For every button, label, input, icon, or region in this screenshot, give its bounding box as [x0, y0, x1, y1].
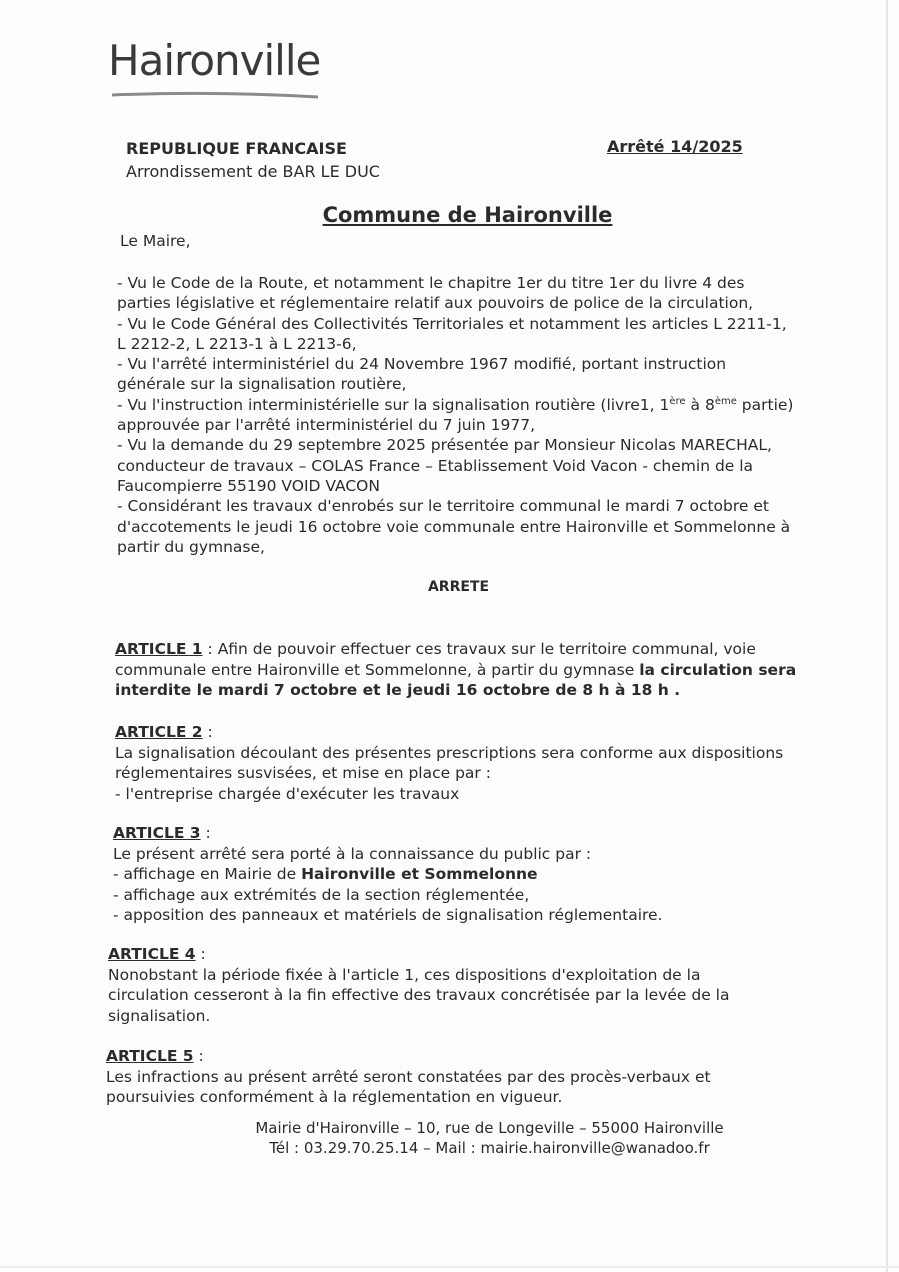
- article-5-title: ARTICLE 5: [106, 1047, 194, 1065]
- article-3-line-4: - apposition des panneaux et matériels de signalisation réglementaire.: [113, 906, 663, 924]
- article-3-line-3: - affichage aux extrémités de la section réglementée,: [113, 885, 530, 904]
- vu-arrete-1967: - Vu l'arrêté interministériel du 24 Novembre 1967 modifié, portant instruction générale sur la signalisation routière,: [117, 355, 727, 394]
- article-3-line-2-bold: Haironville et Sommelonne: [301, 865, 538, 883]
- article-2: [115, 722, 805, 804]
- article-3-title: ARTICLE 3: [113, 824, 201, 842]
- header-left: [126, 137, 380, 183]
- article-4-colon: :: [195, 945, 206, 963]
- article-5: [106, 1046, 766, 1108]
- article-1-bold-text: la circulation sera interdite le mardi 7 octobre et le jeudi 16 octobre de 8 h à 18 h .: [115, 660, 797, 699]
- page-title: Commune de Haironville: [322, 203, 613, 227]
- considerations-list: [117, 273, 797, 557]
- vu4-sup-1: ère: [669, 395, 686, 407]
- article-4-heading: [108, 944, 768, 965]
- article-3-line-2: [113, 864, 803, 885]
- scan-bottom-edge: [0, 1266, 899, 1268]
- vu4-part-a: - Vu l'instruction interministérielle sur la signalisation routière (livre1, 1: [117, 395, 670, 414]
- arrete-number: Arrêté 14/2025: [607, 137, 743, 156]
- article-2-line-1: La signalisation découlant des présentes prescriptions sera conforme aux dispositions réglementaires susvisées, et mise en place par :: [115, 743, 784, 782]
- vu-instruction-signalisation: [117, 395, 797, 436]
- article-2-line-2: - l'entreprise chargée d'exécuter les travaux: [115, 784, 460, 803]
- vu4-part-b: à 8: [685, 395, 715, 414]
- logo-text: Haironville: [108, 36, 321, 85]
- intro-maire: Le Maire,: [120, 232, 191, 250]
- article-2-title: ARTICLE 2: [115, 723, 203, 741]
- article-3-colon: :: [200, 824, 211, 842]
- vu-demande-colas: - Vu la demande du 29 septembre 2025 présentée par Monsieur Nicolas MARECHAL, conducteur de travaux – COLAS France – Etablissement Void Vacon - chemin de la Faucompierre 55190 VOID VACON: [117, 436, 772, 495]
- article-1-colon: :: [202, 640, 218, 658]
- logo: [108, 36, 321, 85]
- article-4-text: Nonobstant la période fixée à l'article 1, ces dispositions d'exploitation de la circulation cesseront à la fin effective des travaux concrétisée par la levée de la signalisation.: [108, 965, 730, 1025]
- article-1: [115, 639, 805, 701]
- article-3-line-2-text: - affichage en Mairie de: [113, 865, 302, 883]
- article-5-heading: [106, 1046, 766, 1067]
- article-3-line-1: Le présent arrêté sera porté à la connaissance du public par :: [113, 844, 592, 863]
- arrete-heading: ARRETE: [427, 579, 490, 595]
- vu-code-collectivites: - Vu le Code Général des Collectivités Territoriales et notamment les articles L 2211-1, L 2212-2, L 2213-1 à L 2213-6,: [117, 314, 787, 353]
- article-5-colon: :: [193, 1047, 204, 1065]
- vu4-part-c: partie) approuvée par l'arrêté interministériel du 7 juin 1977,: [117, 395, 794, 435]
- article-1-text: Afin de pouvoir effectuer ces travaux sur le territoire communal, voie communale entre Haironville et Sommelonne, à partir du gymnase: [115, 640, 756, 679]
- article-3: [113, 823, 803, 926]
- footer: [0, 1118, 899, 1158]
- article-1-title: ARTICLE 1: [115, 640, 203, 658]
- footer-contact: Tél : 03.29.70.25.14 – Mail : mairie.haironville@wanadoo.fr: [269, 1139, 710, 1157]
- vu4-sup-2: ème: [714, 395, 737, 407]
- article-3-heading: [113, 823, 803, 844]
- article-1-body: [115, 639, 805, 701]
- considerant-travaux: - Considérant les travaux d'enrobés sur le territoire communal le mardi 7 octobre et d'accotements le jeudi 16 octobre voie communale entre Haironville et Sommelonne à partir du gymnase,: [117, 497, 791, 556]
- logo-underline-stroke: [112, 90, 318, 100]
- article-2-colon: :: [202, 723, 213, 741]
- republic-label: REPUBLIQUE FRANCAISE: [126, 139, 347, 158]
- arrondissement-label: Arrondissement de BAR LE DUC: [126, 162, 380, 181]
- scan-edge-shadow: [886, 0, 888, 1272]
- article-2-heading: [115, 722, 805, 743]
- footer-address: Mairie d'Haironville – 10, rue de Longeville – 55000 Haironville: [255, 1119, 724, 1137]
- article-4-title: ARTICLE 4: [108, 945, 196, 963]
- vu-code-route: - Vu le Code de la Route, et notamment le chapitre 1er du titre 1er du livre 4 des parties législative et réglementaire relatif aux pouvoirs de police de la circulation,: [117, 274, 754, 313]
- article-5-text: Les infractions au présent arrêté seront constatées par des procès-verbaux et poursuivies conformément à la réglementation en vigueur.: [106, 1067, 711, 1106]
- article-4: [108, 944, 768, 1026]
